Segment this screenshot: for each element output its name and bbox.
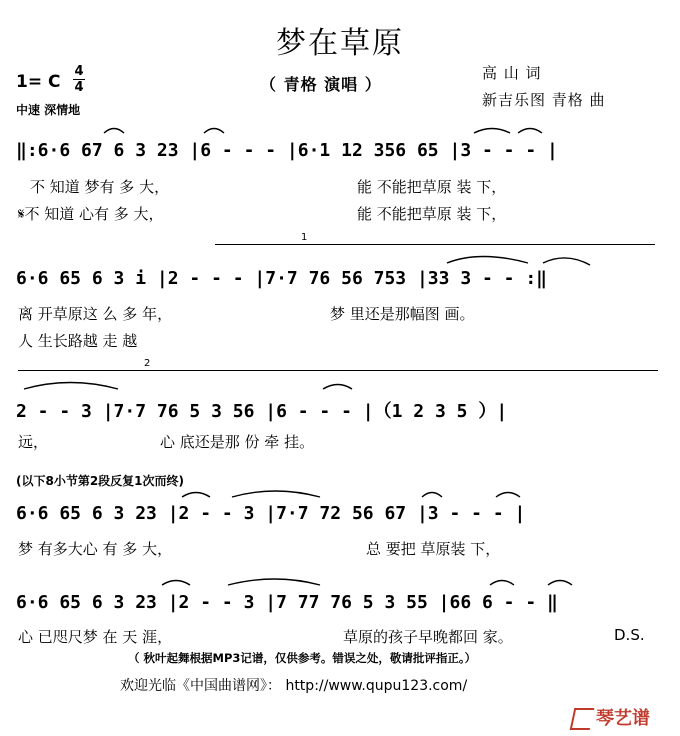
lyric-row-2a-part2: 梦 里还是那幅图 画。	[330, 305, 475, 323]
transcription-footnote: （ 秋叶起舞根据MP3记谱，仅供参考。错误之处，敬请批评指正。）	[128, 651, 477, 665]
notation-row-3: 2 - - 3 |7·7 76 5 3 56 |6 - - - |（1 2 3 5 ）|	[16, 401, 508, 422]
time-signature-top: 4	[74, 64, 84, 79]
lyric-row-2b: 人 生长路越 走 越	[18, 332, 138, 350]
slur	[24, 383, 118, 390]
slur	[182, 493, 210, 498]
lyric-row-3-part2: 心 底还是那 份 牵 挂。	[160, 433, 315, 451]
song-title: 梦在草原	[276, 26, 404, 61]
dal-segno-marking: D.S.	[614, 626, 645, 644]
lyric-row-4-part2: 总 要把 草原装 下，	[366, 540, 501, 558]
slur	[232, 491, 320, 497]
volta-label-2: 2	[144, 358, 151, 369]
lyric-row-2a-part1: 离 开草原这 么 多 年，	[18, 305, 173, 323]
key-signature: 1= C	[16, 72, 61, 92]
tempo-marking: 中速 深情地	[16, 103, 81, 117]
slur	[204, 129, 224, 134]
lyric-row-3-part1: 远，	[18, 433, 49, 451]
lyric-row-1a-part1: 不 知道 梦有 多 大，	[30, 178, 170, 196]
slur	[490, 581, 514, 586]
slur	[548, 581, 572, 586]
notation-row-1: ‖:6·6 67 6 3 23 |6 - - - |6·1 12 356 65 |3 - - - |	[16, 140, 558, 161]
lyric-row-1b-part1: 𝄋不 知道 心有 多 大，	[18, 205, 164, 223]
logo-text: 琴艺谱	[596, 708, 650, 729]
repeat-note: (以下8小节第2段反复1次而终)	[16, 474, 185, 488]
slur	[518, 129, 542, 134]
slur	[422, 493, 442, 498]
lyric-row-5-part1: 心 已咫尺梦 在 天 涯，	[18, 628, 173, 646]
slur	[543, 258, 590, 265]
time-signature-bottom: 4	[74, 80, 84, 95]
lyric-row-1b-part2: 能 不能把草原 装 下，	[357, 205, 507, 223]
lyricist-credit: 高 山 词	[482, 64, 542, 82]
lyric-row-5-part2: 草原的孩子早晚都回 家。	[343, 628, 513, 646]
lyric-row-1a-part2: 能 不能把草原 装 下，	[357, 178, 507, 196]
notation-row-2: 6·6 65 6 3 i |2 - - - |7·7 76 56 753 |33 3 - - :‖	[16, 268, 548, 289]
slur	[104, 129, 124, 134]
composer-credit: 新吉乐图 青格 曲	[482, 91, 606, 109]
notation-row-4: 6·6 65 6 3 23 |2 - - 3 |7·7 72 56 67 |3 - - - |	[16, 503, 526, 524]
slur	[323, 385, 352, 390]
slur	[474, 129, 510, 134]
singer-credit: （ 青格 演唱 ）	[260, 75, 382, 94]
slur	[162, 581, 190, 586]
slur	[447, 257, 528, 264]
website-welcome: 欢迎光临《中国曲谱网》： http://www.qupu123.com/	[120, 678, 468, 694]
slur	[496, 493, 520, 498]
volta-label-1: 1	[301, 232, 308, 243]
slur	[228, 579, 320, 585]
lyric-row-4-part1: 梦 有多大心 有 多 大，	[18, 540, 173, 558]
notation-row-5: 6·6 65 6 3 23 |2 - - 3 |7 77 76 5 3 55 |66 6 - - ‖	[16, 592, 558, 613]
